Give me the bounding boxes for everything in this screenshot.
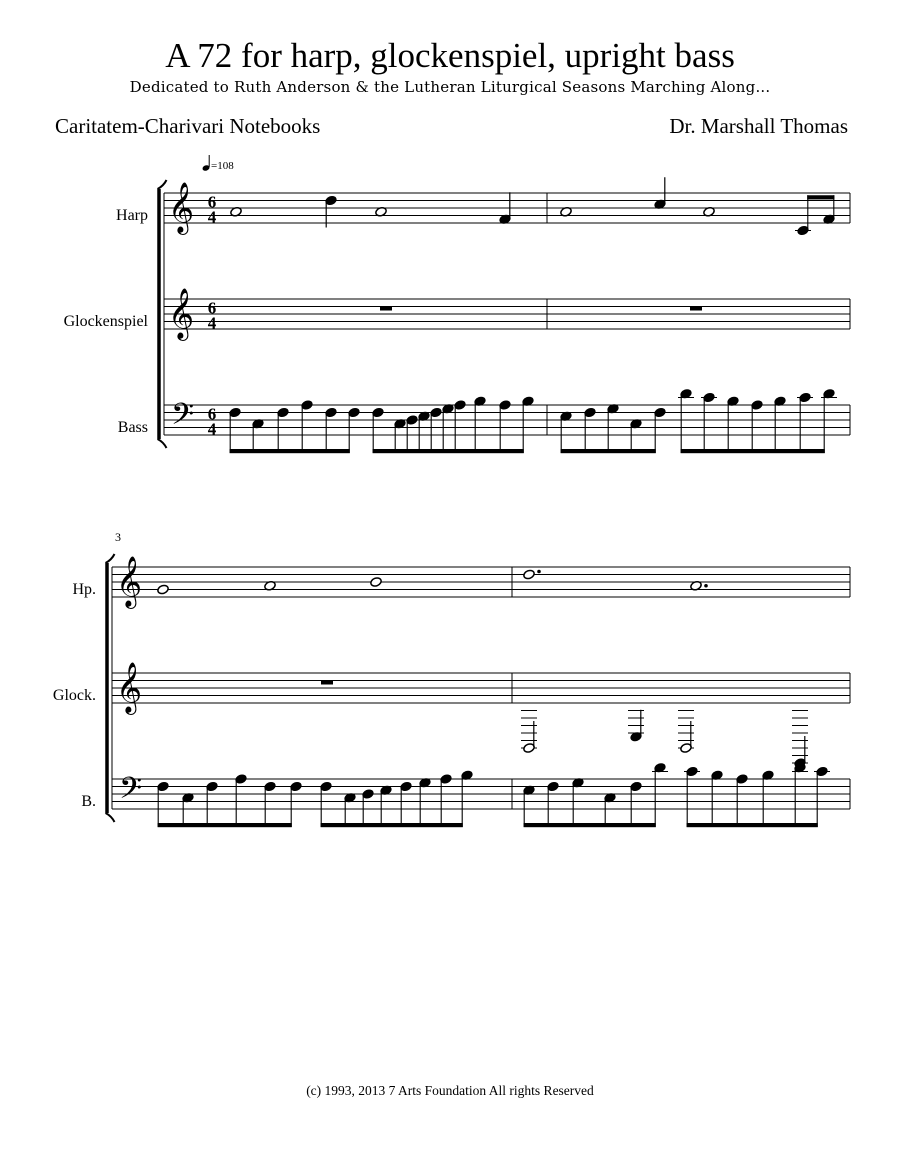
copyright-notice: (c) 1993, 2013 7 Arts Foundation All rights Reserved (306, 1083, 594, 1098)
beam (524, 823, 656, 827)
beam (561, 449, 656, 453)
bass-clef: 𝄢 (119, 772, 143, 812)
whole-rest (690, 307, 702, 311)
system-1-staves (158, 177, 851, 453)
score-title: A 72 for harp, glockenspiel, upright bass (165, 36, 735, 75)
system-1 (64, 177, 850, 453)
score-dedication: Dedicated to Ruth Anderson & the Lutheran Liturgical Seasons Marching Along... (129, 78, 771, 96)
time-signature-numerator: 6 (207, 404, 217, 424)
time-signature-numerator: 6 (207, 298, 217, 318)
measure-number: 3 (115, 530, 121, 544)
beam (687, 823, 818, 827)
staff-label-glockenspiel-short: Glock. (52, 687, 96, 704)
time-signature-denominator: 4 (207, 419, 217, 439)
whole-rest (380, 307, 392, 311)
staff-label-bass-short: B. (81, 793, 96, 810)
augmentation-dot (537, 570, 541, 574)
tempo-value: =108 (211, 160, 234, 172)
bracket-hook (106, 813, 115, 822)
time-signature-denominator: 4 (207, 313, 217, 333)
beam (681, 449, 825, 453)
whole-rest (321, 681, 333, 685)
treble-clef: 𝄞 (116, 557, 143, 606)
staff-label-harp: Harp (116, 207, 148, 224)
beam (321, 823, 463, 827)
bracket-hook (158, 439, 167, 448)
system-2-staves (106, 554, 851, 827)
bass-clef: 𝄢 (171, 398, 195, 438)
bracket-hook (158, 180, 167, 189)
treble-clef: 𝄞 (168, 289, 195, 338)
beam (230, 449, 350, 453)
composer-name: Dr. Marshall Thomas (669, 114, 848, 138)
notehead (370, 576, 383, 587)
time-signature-numerator: 6 (207, 192, 217, 212)
system-2 (53, 530, 850, 827)
notebook-name: Caritatem-Charivari Notebooks (55, 114, 321, 138)
treble-clef: 𝄞 (116, 663, 143, 712)
staff-label-bass: Bass (117, 419, 148, 436)
beam (373, 449, 524, 453)
notehead (523, 569, 536, 580)
tempo-marking (202, 155, 234, 172)
augmentation-dot (704, 584, 708, 588)
beam (158, 823, 292, 827)
beam (807, 195, 834, 199)
time-signature-denominator: 4 (207, 207, 217, 227)
treble-clef: 𝄞 (168, 183, 195, 232)
staff-label-harp-short: Hp. (72, 581, 96, 598)
notehead (157, 584, 170, 595)
bracket-hook (106, 554, 115, 563)
staff-label-glockenspiel: Glockenspiel (63, 313, 148, 330)
